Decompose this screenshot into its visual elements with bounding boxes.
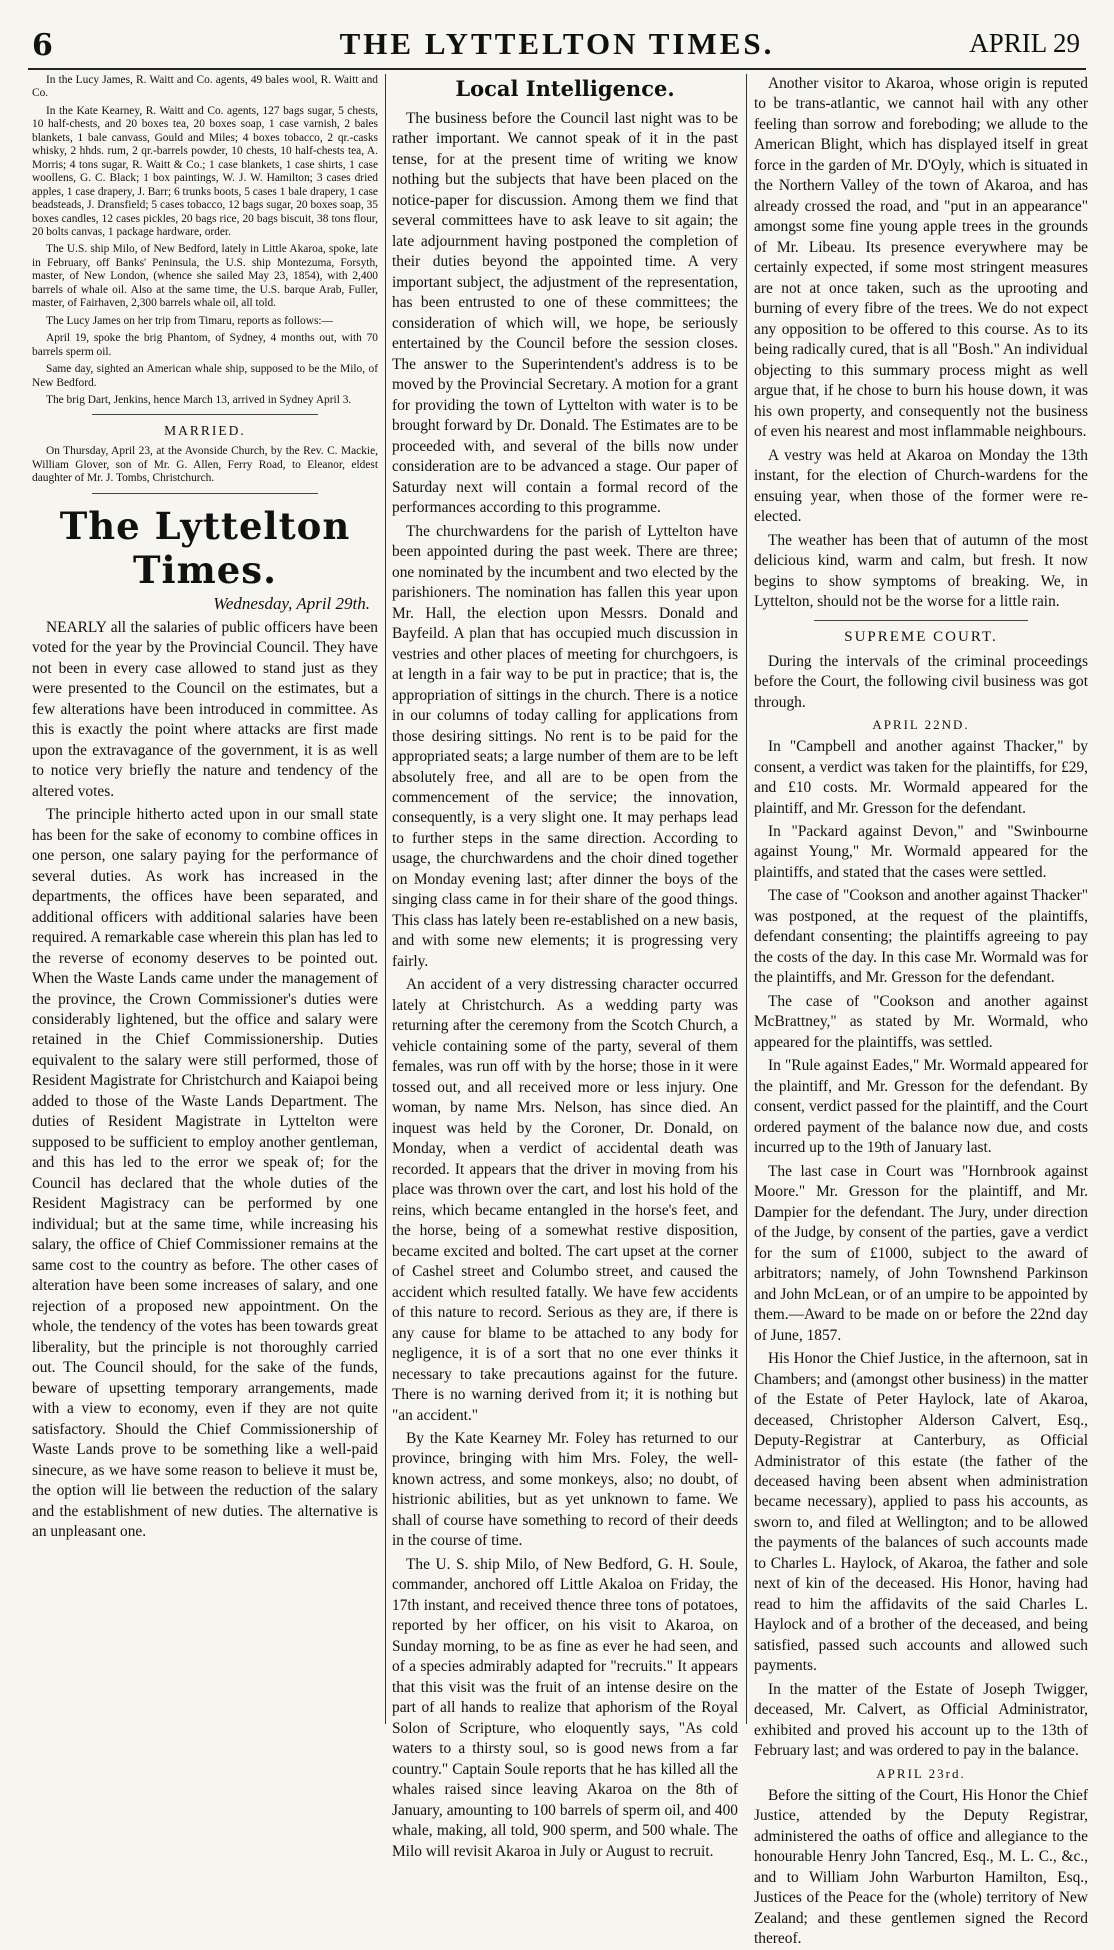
- editorial-paragraph: The principle hitherto acted upon in our small state has been for the sake of economy to combine offices in one person, one salary paying for the performance of several duties. As work has increased in the departments, the offices have been separated, and additional officers with additional salaries have been required. A remarkable case wherein this plan has led to the reverse of economy deserves to be pointed out. When the Waste Lands came under the management of the province, the Crown Commissioner's duties were considerably lightened, but the office and salary were retained in the Chief Commissionership. Duties equivalent to the salary were still performed, those of Resident Magistrate for Christchurch and Kaiapoi being added to those of the Waste Lands Department. The duties of Resident Magistrate in Lyttelton were supposed to be sufficient to employ another gentleman, and this has led to the error we speak of; for the Council has declared that the whole duties of the Resident Magistracy can be performed by one individual; but at the same time, while increasing his salary, the office of Chief Commissioner remains at the same cost to the country as before. The other cases of alteration have been some increases of salary, and one rejection of a proposed new appointment. On the whole, the tendency of the votes has been towards great liberality, but the principle is not thoroughly carried out. The Council should, for the sake of the funds, beware of upsetting temporary arrangements, made with a view to economy, even if they are not quite satisfactory. Should the Chief Commissionership of Waste Lands prove to be something like a well-paid sinecure, as we have some reason to believe it must be, the option will lie between the reduction of the salary and the establishment of new duties. The alternative is an unpleasant one.: [32, 806, 378, 1541]
- paper-title: THE LYTTELTON TIMES.: [339, 26, 775, 61]
- news-paragraph: Another visitor to Akaroa, whose origin is reputed to be trans-atlantic, we cannot hail with any other feeling than sorrow and foreboding; we allude to the American Blight, which has displayed itself in great force in the garden of Mr. D'Oyly, which is situated in the Northern Valley of the town of Akaroa, and has already crossed the road, and "put in an appearance" amongst some fine young apple trees in the grounds of Mr. Libeau. Its presence everywhere may be certainly expected, if some most stringent measures are not at once taken, such as the uprooting and burning of every fibre of the trees. We do not expect any opposition to be offered to this course. As to its being radically cured, that is all "Bosh." An individual objecting to this summary process might as well argue that, if he chose to burn his house down, it was his own property, and consequently not the business of even his nearest and most inflammable neighbours.: [754, 75, 1088, 441]
- column-rule: [746, 74, 747, 1724]
- married-notice: [32, 445, 378, 485]
- shipping-paragraph: The Lucy James on her trip from Timaru, reports as follows:—: [46, 314, 333, 327]
- column-right: [754, 74, 1088, 1948]
- court-paragraph: Before the sitting of the Court, His Honor the Chief Justice, attended by the Deputy Registrar, administered the oaths of office and allegiance to the honourable Henry John Tancred, Esq., M. L. C., &c., and to William John Warburton Hamilton, Esq., Justices of the Peace for the (whole) territory of New Zealand; and these gentlemen signed the Record thereof.: [754, 1786, 1088, 1948]
- editorial-title: The Lyttelton Times.: [59, 503, 351, 592]
- court-paragraph: In "Campbell and another against Thacker," by consent, a verdict was taken for the plaintiffs, for £29, and £10 costs. Mr. Wormald appeared for the plaintiff, and Mr. Gresson for the defendant.: [754, 738, 1088, 817]
- divider: [814, 620, 1028, 621]
- court-paragraph: The last case in Court was "Hornbrook against Moore." Mr. Gresson for the plaintiff, and Mr. Dampier for the defendant. The Jury, under direction of the Judge, by consent of the parties, gave a verdict for the sum of £1000, subject to the award of arbitrators; namely, of John Townshend Parkinson and John McLean, or of an umpire to be appointed by them.—Award to be made on or before the 22nd day of June, 1857.: [754, 1162, 1088, 1344]
- supreme-court: [754, 652, 1088, 1950]
- local-intelligence-heading: Local Intelligence.: [455, 76, 675, 101]
- news-paragraph: By the Kate Kearney Mr. Foley has returned to our province, bringing with him Mrs. Foley, the well-known actress, and some monkeys, also; no doubt, of histrionic abilities, but as yet unknown to fame. We shall of course have something to record of their deeds in the course of time.: [392, 1430, 738, 1550]
- court-paragraph: In "Rule against Eades," Mr. Wormald appeared for the plaintiff, and Mr. Gresson for the defendant. By consent, verdict passed for the plaintiff, and the Court ordered payment of the balance now due, and costs incurred up to the 19th of January last.: [754, 1057, 1088, 1157]
- shipping-paragraph: The brig Dart, Jenkins, hence March 13, arrived in Sydney April 3.: [46, 393, 352, 406]
- shipping-paragraph: In the Kate Kearney, R. Waitt and Co. agents, 127 bags sugar, 5 chests, 10 half-chests, and 20 boxes tea, 20 boxes soap, 1 case varnish, 2 bales blankets, 1 bale canvass, Gould and Miles; 4 boxes tobacco, 2 qr.-casks whisky, 2 hhds. rum, 2 qr.-barrels powder, 10 chests, 10 half-chests tea, A. Morris; 4 tons sugar, R. Waitt & Co.; 1 case blankets, 1 case shirts, 1 case woollens, G. C. Black; 1 box paintings, W. J. W. Hamilton; 3 cases dried apples, 1 case drapery, J. Barr; 6 trunks boots, 5 cases 1 bale drapery, 1 case beadsteads, J. Dransfield; 5 cases tobacco, 12 bags sugar, 20 boxes soap, 35 boxes candles, 12 cases pickles, 20 bags rice, 20 bags biscuit, 38 tons flour, 20 bolts canvas, 1 package hardware, order.: [32, 104, 378, 238]
- local-intelligence: [392, 109, 738, 1862]
- column-left: [32, 74, 378, 1724]
- page-number: 6: [32, 28, 53, 63]
- court-paragraph: The case of "Cookson and another against Thacker" was postponed, at the request of the plaintiffs, defendant consenting; the plaintiffs agreeing to pay the costs of the day. In this case Mr. Wormald was for the plaintiffs, and Mr. Gresson for the defendant.: [754, 887, 1088, 987]
- divider: [92, 414, 318, 415]
- column-middle: [392, 74, 738, 1860]
- married-text: On Thursday, April 23, at the Avonside Church, by the Rev. C. Mackie, William Glover, son of Mr. G. Allen, Ferry Road, to Eleanor, eldest daughter of Mr. J. Tombs, Christchurch.: [32, 445, 378, 485]
- shipping-news: [32, 74, 378, 407]
- court-paragraph: His Honor the Chief Justice, in the afternoon, sat in Chambers; and (amongst other business) in the matter of the Estate of Peter Haylock, late of Akaroa, deceased, Christopher Alderson Calvert, Esq., Deputy-Registrar at Canterbury, as Official Administrator of this estate (the father of the deceased having been absent when administration became necessary), applied to pass his accounts, as sworn to, and filed at Wellington; and to be allowed the payments of the balances of such accounts made to Charles L. Haylock, of Akaroa, the father and sole next of kin of the deceased. His Honor, having had read to him the affidavits of the said Charles L. Haylock and of a brother of the deceased, and being satisfied, passed such accounts and allowed such payments.: [754, 1350, 1088, 1675]
- court-paragraph: In "Packard against Devon," and "Swinbourne against Young," Mr. Wormald appeared for the plaintiffs, and stated that the cases were settled.: [754, 822, 1088, 881]
- editorial-date: Wednesday, April 29th.: [213, 593, 370, 613]
- masthead: [28, 24, 1086, 70]
- court-intro: During the intervals of the criminal proceedings before the Court, the following civil business was got through.: [754, 652, 1088, 711]
- court-paragraph: In the matter of the Estate of Joseph Twigger, deceased, Mr. Calvert, as Official Administrator, exhibited and proved his account up to the 13th of February last; and was ordered to pay in the balance.: [754, 1680, 1088, 1760]
- court-date: APRIL 22ND.: [872, 717, 970, 733]
- news-paragraph: The U. S. ship Milo, of New Bedford, G. H. Soule, commander, anchored off Little Akaloa on Friday, the 17th instant, and received thence three tons of potatoes, reported by her officer, on his visit to Akaroa, on Sunday morning, to be as fine as ever he had seen, and of a species admirably adapted for "recruits." It appears that this visit was the fruit of an intense desire on the part of all hands to realize that aphorism of the Royal Solon of Scripture, who eloquently says, "As cold waters to a thirsty soul, so is good news from a far country." Captain Soule reports that he has killed all the whales raised since leaving Akaroa on the 8th of January, amounting to 100 barrels of sperm oil, and 400 whale, making, all told, 900 sperm, and 500 whale. The Milo will revisit Akaroa in July or August to recruit.: [392, 1555, 738, 1860]
- news-paragraph: An accident of a very distressing character occurred lately at Christchurch. As a wedding party was returning after the ceremony from the Scotch Church, a vehicle containing some of the party, several of them females, was run off with by the horse; those in it were tossed out, and all received more or less injury. One woman, by name Mrs. Nelson, has since died. An inquest was held by the Coroner, Dr. Donald, on Monday, when a verdict of accidental death was recorded. It appears that the driver in moving from his place was thrown over the cart, and lost his hold of the reins, which became entangled in the horse's feet, and the horse, being of a somewhat restive disposition, became excited and bolted. The cart upset at the corner of Cashel street and Columbo street, and caused the accident which resulted fatally. We have few accidents of this nature to record. Serious as they are, if there is any cause for blame to be attached to any body for negligence, it is of a sort that no one ever thinks it necessary to take precautions against for the future. There is no warning derived from it; it is nothing but "an accident.": [392, 976, 738, 1424]
- married-heading: MARRIED.: [164, 423, 246, 439]
- editorial-paragraph: NEARLY all the salaries of public officers have been voted for the year by the Provincial Council. They have not been in every case allowed to stand just as they were presented to the Council on the estimates, but a few alterations have been introduced in committee. As this is exactly the point where attacks are first made upon the extravagance of the government, it is as well to notice very briefly the nature and tendency of the altered votes.: [32, 618, 378, 800]
- news-paragraph: The business before the Council last night was to be rather important. We cannot speak of it in the past tense, for at the present time of writing we know nothing but the subjects that have been placed on the notice-paper for discussion. Among them we find that several committees have to ask leave to sit again; the late adjournment having postponed the completion of their duties beyond the appointed time. A very important subject, the adjustment of the representation, has been entrusted to one of these committees; the consideration of which will, we hope, be seriously entertained by the Council before the session closes. The answer to the Superintendent's address is to be moved by the Provincial Secretary. A motion for a grant for providing the town of Lyttelton with water is to be brought forward by Dr. Donald. The Estimates are to be proceeded with, and several of the bills now under consideration are to be advanced a stage. Our paper of Saturday next will contain a formal record of the performances according to this programme.: [392, 110, 738, 517]
- issue-date: APRIL 29: [969, 28, 1080, 58]
- court-date: APRIL 23rd.: [876, 1765, 966, 1781]
- shipping-paragraph: The U.S. ship Milo, of New Bedford, lately in Little Akaroa, spoke, late in February, off Banks' Peninsula, the U.S. ship Montezuma, Forsyth, master, of New London, (whence she sailed May 23, 1854), with 2,400 barrels of whale oil. Also at the same time, the U.S. barque Arab, Fuller, master, of Fairhaven, 2,300 barrels whale oil, all told.: [32, 243, 378, 310]
- divider: [92, 493, 318, 494]
- shipping-paragraph: Same day, sighted an American whale ship, supposed to be the Milo, of New Bedford.: [32, 363, 378, 389]
- shipping-paragraph: In the Lucy James, R. Waitt and Co. agents, 49 bales wool, R. Waitt and Co.: [32, 74, 378, 100]
- supreme-court-heading: SUPREME COURT.: [844, 628, 998, 645]
- editorial: [32, 618, 378, 1543]
- shipping-paragraph: April 19, spoke the brig Phantom, of Sydney, 4 months out, with 70 barrels sperm oil.: [32, 332, 378, 358]
- news-paragraph: A vestry was held at Akaroa on Monday the 13th instant, for the election of Church-wardens for the ensuing year, when those of the former were re-elected.: [754, 446, 1088, 526]
- court-paragraph: The case of "Cookson and another against McBrattney," as stated by Mr. Wormald, who appeared for the plaintiffs, was settled.: [754, 992, 1088, 1051]
- column-rule: [385, 74, 386, 1724]
- news-paragraph: The weather has been that of autumn of the most delicious kind, warm and calm, but fresh. It now begins to show symptoms of breaking. We, in Lyttelton, should not be the worse for a little rain.: [754, 531, 1088, 611]
- local-news-continued: [754, 74, 1088, 613]
- news-paragraph: The churchwardens for the parish of Lyttelton have been appointed during the past week. There are three; one nominated by the incumbent and two elected by the parishioners. The nomination has fallen this year upon Mr. Hall, the election upon Messrs. Donald and Bayfeild. A plan that has occupied much discussion in vestries and other places of meeting for churchgoers, is at length in a fair way to be put in practice; that is, the appropriation of sittings in the church. There is a notice in our columns of today calling for applications from those desiring sittings. No rent is to be paid for the appropriated seats; a large number of them are to be left absolutely free, and all are to be open from the commencement of the service; the innovation, consequently, is a very slight one. It may perhaps lead to further steps in the same direction. According to usage, the churchwardens and the choir dined together on Monday evening last; after dinner the boys of the singing class came in for their share of the good things. This class has lately been re-established on a new basis, and with some new elements; it is progressing very fairly.: [392, 522, 738, 970]
